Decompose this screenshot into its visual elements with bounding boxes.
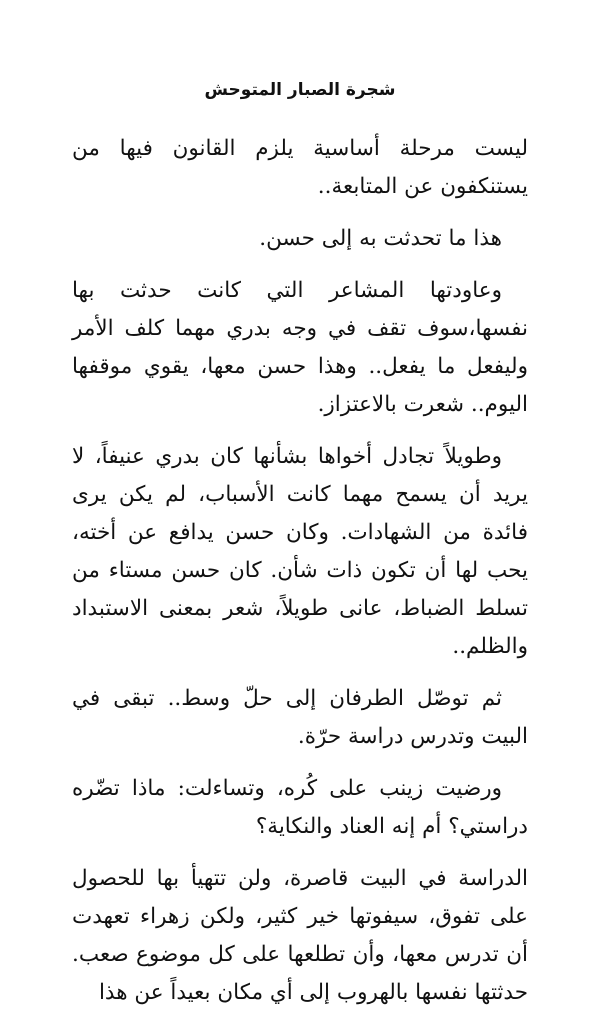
paragraph: ليست مرحلة أساسية يلزم القانون فيها من يستنكفون عن المتابعة.. (72, 136, 528, 199)
paragraph: الدراسة في البيت قاصرة، ولن تتهيأ بها للحصول على تفوق، سيفوتها خير كثير، ولكن زهراء تعهدت أن تدرس معها، وأن تطلعها على كل موضوع صعب. حدثتها نفسها بالهروب إلى أي مكان بعيداً عن هذا (72, 866, 528, 1005)
paragraph: هذا ما تحدثت به إلى حسن. (259, 226, 502, 251)
paragraph: وعاودتها المشاعر التي كانت حدثت بها نفسها،سوف تقف في وجه بدري مهما كلف الأمر وليفعل ما يفعل.. وهذا حسن معها، يقوي موقفها اليوم.. شعرت بالاعتزاز. (72, 278, 528, 417)
paragraph: ورضيت زينب على كُره، وتساءلت: ماذا تضّره دراستي؟ أم إنه العناد والنكاية؟ (72, 776, 528, 839)
book-page (72, 0, 528, 1005)
body-text (72, 130, 528, 1026)
paragraph: ثم توصّل الطرفان إلى حلّ وسط.. تبقى في البيت وتدرس دراسة حرّة. (72, 686, 528, 749)
chapter-title: شجرة الصبار المتوحش (204, 80, 396, 100)
paragraph: وطويلاً تجادل أخواها بشأنها كان بدري عنيفاً، لا يريد أن يسمح مهما كانت الأسباب، لم يكن يرى فائدة من الشهادات. وكان حسن يدافع عن أخته، يحب لها أن تكون ذات شأن. كان حسن مستاء من تسلط الضباط، عانى طويلاً، شعر بمعنى الاستبداد والظلم.. (72, 444, 528, 659)
